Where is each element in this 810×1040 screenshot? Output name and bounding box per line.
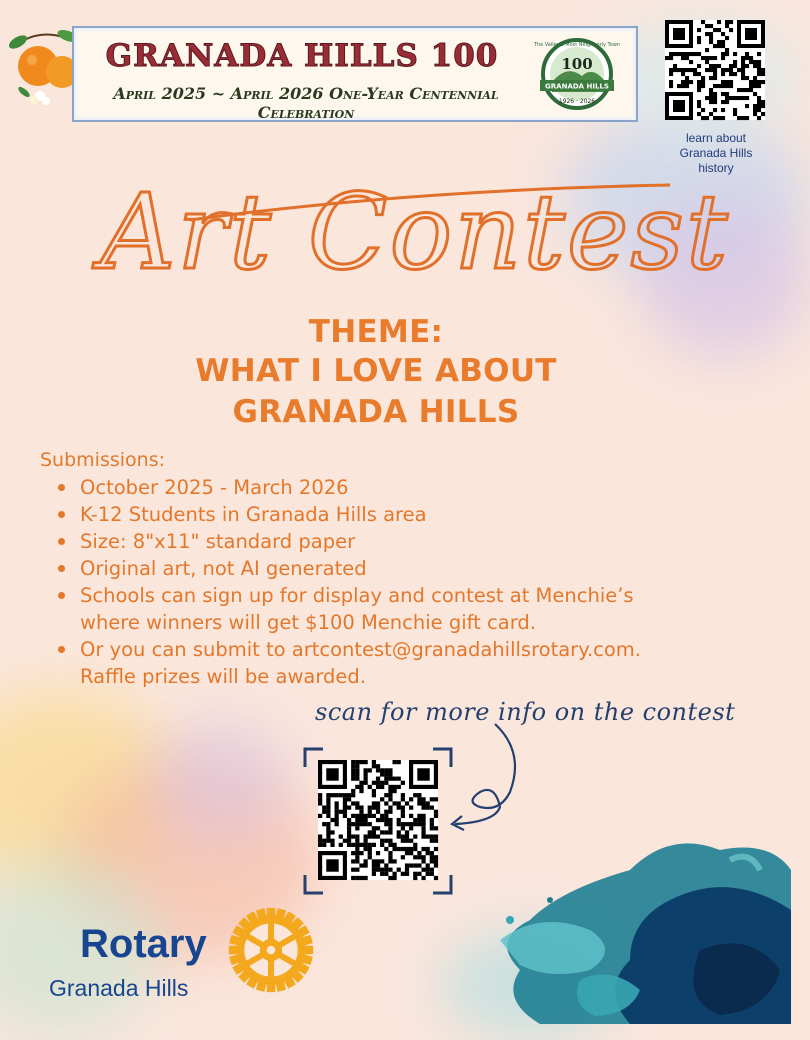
submission-item <box>58 582 778 636</box>
submission-item-line: K-12 Students in Granada Hills area <box>80 503 427 526</box>
ink-splash-decoration <box>480 830 791 1024</box>
bullet-icon <box>58 484 65 491</box>
qr-caption-line-1: learn about <box>685 131 747 145</box>
curved-arrow-icon <box>440 722 530 832</box>
bullet-icon <box>58 511 65 518</box>
seal-number: 100 <box>561 55 593 73</box>
seal-years: 1926 · 2026 <box>558 98 596 105</box>
seal-ribbon: GRANADA HILLS <box>545 82 609 91</box>
banner-subtitle: April 2025 ~ April 2026 One-Year Centennial Celebration <box>113 84 499 122</box>
bullet-icon <box>58 565 65 572</box>
submission-item-line: Schools can sign up for display and contest at Menchie’s <box>80 584 634 607</box>
submission-item <box>58 555 778 582</box>
bullet-icon <box>58 646 65 653</box>
submission-item-line: Or you can submit to artcontest@granadahillsrotary.com. <box>80 638 642 661</box>
title-text: Art Contest <box>100 171 730 293</box>
contest-info-qr-code[interactable] <box>318 760 438 880</box>
history-qr-code[interactable] <box>665 20 765 120</box>
bullet-icon <box>58 538 65 545</box>
centennial-banner <box>72 26 638 122</box>
submission-item-line: October 2025 - March 2026 <box>80 476 349 499</box>
centennial-seal-icon <box>532 36 622 114</box>
submission-item-line: Original art, not AI generated <box>80 557 367 580</box>
qr-caption-line-2: Granada Hills <box>679 146 753 160</box>
rotary-wheel-icon <box>228 907 314 993</box>
rotary-club-name: Granada Hills <box>49 975 189 1001</box>
bullet-icon <box>58 592 65 599</box>
submission-item <box>58 528 778 555</box>
theme-line-2: WHAT I LOVE ABOUT <box>195 353 557 389</box>
rotary-logo-text: Rotary <box>80 922 207 966</box>
seal-top-text: The Valley's Most Neighborly Town <box>533 42 621 48</box>
submission-item <box>58 636 778 690</box>
submissions-heading: Submissions: <box>40 449 165 471</box>
submission-item-line: Raffle prizes will be awarded. <box>80 665 366 688</box>
theme-label: THEME: <box>308 314 444 350</box>
submission-item <box>58 501 778 528</box>
theme-line-3: GRANADA HILLS <box>232 394 520 430</box>
qr-caption-line-3: history <box>698 161 734 175</box>
submission-item-line: Size: 8"x11" standard paper <box>80 530 356 553</box>
submission-item-line: where winners will get $100 Menchie gift card. <box>80 611 536 634</box>
scan-instruction: scan for more info on the contest <box>315 698 736 726</box>
submissions-list <box>58 474 778 690</box>
submission-item <box>58 474 778 501</box>
banner-title: GRANADA HILLS 100 <box>105 38 499 74</box>
